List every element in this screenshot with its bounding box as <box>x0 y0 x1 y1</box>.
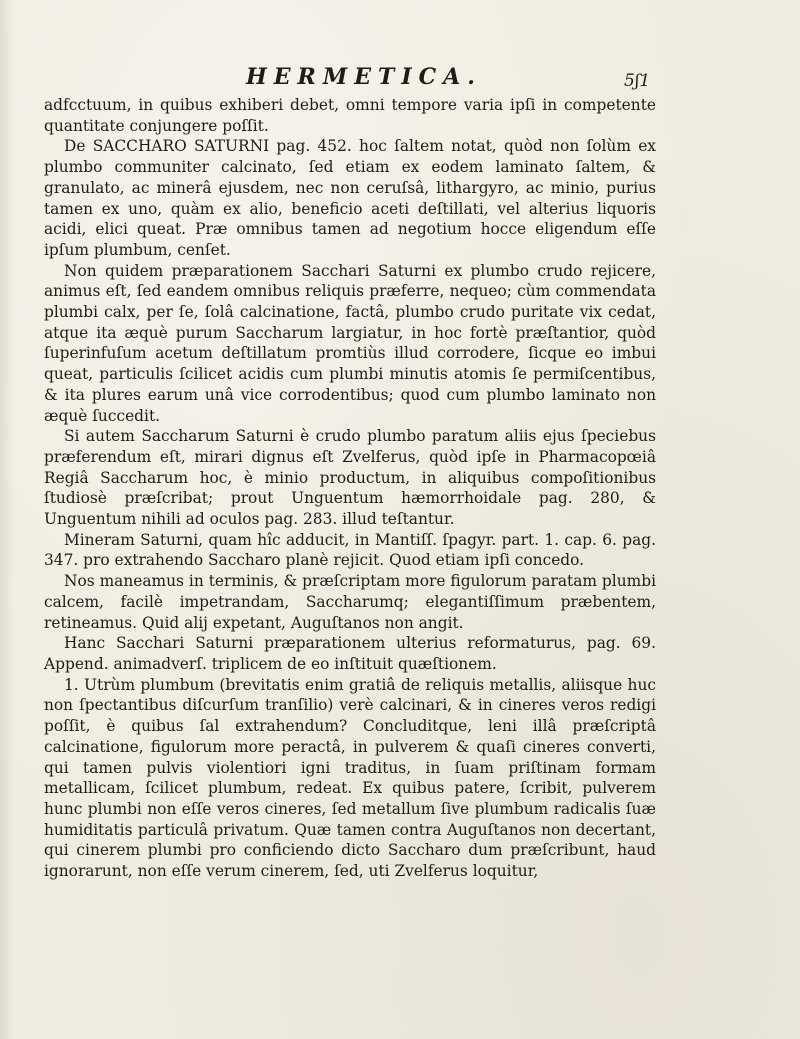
paragraph-4: Si autem Saccharum Saturni è crudo plumbo paratum aliis ejus ſpeciebus præferendum eſt, mirari dignus eſt Zvelferus, quòd ipſe in Pharmacopœiâ Regiâ Saccharum hoc, è minio productum, in aliquibus compoſitionibus ſtudiosè præſcribat; prout Unguentum hæmorrhoidale pag. 280, & Unguentum nihili ad oculos pag. 283. illud teſtantur. <box>44 427 656 529</box>
body-text <box>44 95 656 882</box>
paragraph-5: Mineram Saturni, quam hîc adducit, in Mantiſſ. ſpagyr. part. 1. cap. 6. pag. 347. pro extrahendo Saccharo planè rejicit. Quod etiam ipſi concedo. <box>44 530 656 570</box>
page-number: 5ʃ1 <box>624 71 651 91</box>
paragraph-8: 1. Utrùm plumbum (brevitatis enim gratiâ de reliquis metallis, aliisque huc non ſpectantibus diſcurſum tranſilio) verè calcinari, & in cineres veros redigi poſſit, è quibus ſal extrahendum? Concluditque, leni illâ præſcriptâ calcinatione, figulorum more peractâ, in pulverem & quaſi cineres converti, qui tamen pulvis violentiori igni traditus, in ſuam priſtinam formam metallicam, ſcilicet plumbum, redeat. Ex quibus patere, ſcribit, pulverem hunc plumbi non eſſe veros cineres, ſed metallum ſive plumbum radicalis ſuæ humiditatis particulâ privatum. Quæ tamen contra Auguſtanos non decertant, qui cinerem plumbi pro conficiendo dicto Saccharo dum præſcribunt, haud ignorarunt, non eſſe verum cinerem, ſed, uti Zvelferus loquitur, <box>44 675 656 881</box>
paragraph-3: Non quidem præparationem Sacchari Saturni ex plumbo crudo rejicere, animus eſt, ſed eandem omnibus reliquis præferre, nequeo; cùm commendata plumbi calx, per ſe, ſolâ calcinatione, factâ, plumbo crudo puritate vix cedat, atque ita æquè purum Saccharum largiatur, in hoc fortè præſtantior, quòd ſuperinfuſum acetum deſtillatum promtiùs illud corrodere, ſicque eo imbui queat, particulis ſcilicet acidis cum plumbi minutis atomis ſe permiſcentibus, & ita plures earum unâ vice corrodentibus; quod cum plumbo laminato non æquè ſuccedit. <box>44 261 656 425</box>
page-edge-shadow <box>0 0 14 1039</box>
paragraph-2: De SACCHARO SATURNI pag. 452. hoc ſaltem notat, quòd non ſolùm ex plumbo communiter calcinato, ſed etiam ex eodem laminato ſaltem, & granulato, ac minerâ ejusdem, nec non ceruſsâ, lithargyro, ac minio, purius tamen ex uno, quàm ex alio, beneficio aceti deſtillati, vel alterius liquoris acidi, elici queat. Præ omnibus tamen ad negotium hocce eligendum eſſe ipſum plumbum, cenſet. <box>44 137 656 259</box>
paragraph-1: adfcctuum, in quibus exhiberi debet, omni tempore varia ipſi in competente quantitate conjungere poſſit. <box>44 96 656 135</box>
running-head: HERMETICA. <box>246 64 482 90</box>
paragraph-7: Hanc Sacchari Saturni præparationem ulterius reformaturus, pag. 69. Append. animadverſ. triplicem de eo inſtituit quæſtionem. <box>44 634 656 673</box>
page-header <box>0 60 800 94</box>
paragraph-6: Nos maneamus in terminis, & præſcriptam more figulorum paratam plumbi calcem, facilè impetrandam, Saccharumq; elegantiſſimum præbentem, retineamus. Quid alij expetant, Auguſtanos non angit. <box>44 572 656 632</box>
